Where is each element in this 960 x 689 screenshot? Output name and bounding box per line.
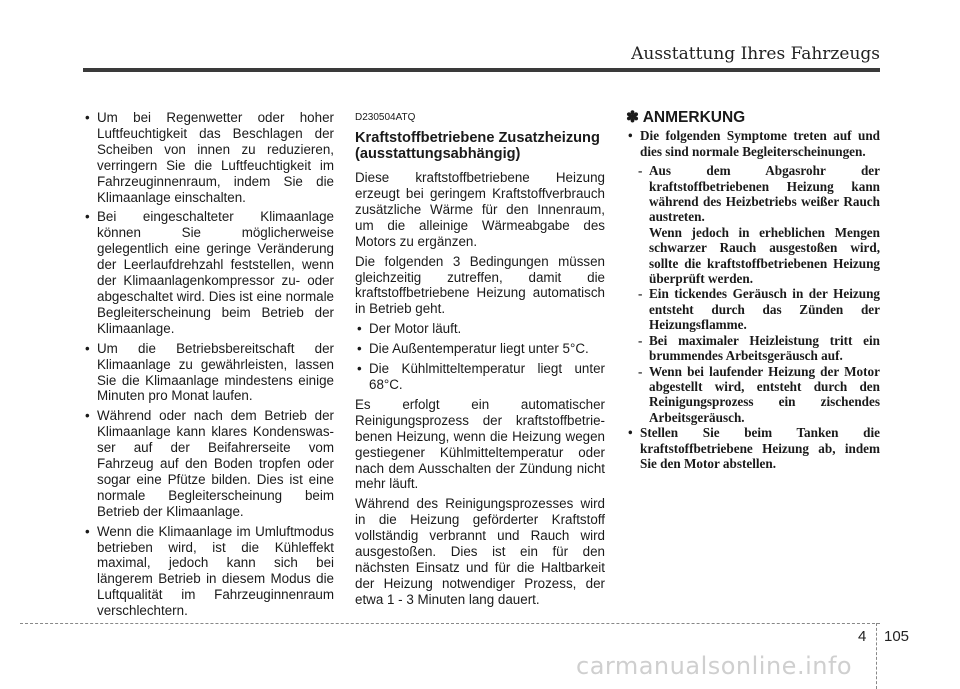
paragraph: Die folgenden 3 Bedingungen müssen gleichzeitig zutreffen, damit die kraftstoffbetriebene Heizung automatisch in Betrieb geht.	[355, 253, 605, 317]
paragraph: Während des Reinigungsprozesses wird in die Heizung geförderter Kraftstoff vollständig verbrannt und Rauch wird ausgestoßen. Dies ist ein für den nächsten Einsatz und für die Haltbarkeit der Heizung notwendiger Prozess, der etwa 1 - 3 Minuten lang dauert.	[355, 496, 605, 607]
dash-icon: -	[638, 363, 643, 379]
list-item	[83, 341, 334, 405]
bullet-icon: •	[85, 408, 90, 424]
condition-text: Die Außentemperatur liegt unter 5°C.	[369, 341, 589, 357]
list-item-text: Bei eingeschalteter Klimaanlage können Sie möglicherweise gelegentlich eine geringe Veränderung der Leerlaufdrehzahl feststellen, wenn der Klimaanlagenkompressor zu- oder abgeschaltet wird. Dies ist eine normale Begleiterscheinung beim Betrieb der Klimaanlage.	[97, 209, 334, 336]
page-number: 105	[884, 628, 910, 645]
footer-rule	[20, 623, 880, 624]
list-item	[83, 110, 334, 205]
note-item	[626, 128, 880, 159]
note-subitem	[626, 286, 880, 332]
bullet-icon: •	[85, 110, 90, 125]
chapter-number: 4	[858, 628, 867, 645]
bullet-icon: •	[357, 361, 362, 377]
bullet-icon: •	[85, 209, 90, 225]
column-middle	[355, 110, 605, 612]
footer-divider	[876, 623, 877, 689]
list-item	[83, 408, 334, 519]
note-text: Die folgenden Symptome treten auf und dies sind normale Begleiterscheinungen.	[640, 128, 880, 159]
paragraph: Es erfolgt ein automatischer Reinigungsprozess der kraftstoffbetrie-benen Heizung, wenn die Heizung wegen gestiegener Kühlmitteltemperatur oder nach dem Ausschalten der Zündung nicht mehr läuft.	[355, 396, 605, 492]
note-subtext: Bei maximaler Heizleistung tritt ein brummendes Arbeitsgeräusch auf.	[649, 332, 880, 364]
bullet-icon: •	[357, 341, 362, 357]
note-subitem	[626, 333, 880, 364]
note-item	[626, 425, 880, 471]
list-item-text: Wenn die Klimaanlage im Umluftmodus betrieben wird, ist die Kühleffekt maximal, jedoch kann sich bei längerem Betrieb in diesem Modus die Luftqualität im Fahrzeuginnenraum verschlechtern.	[97, 523, 334, 619]
note-title: ANMERKUNG	[642, 109, 746, 126]
note-text: Stellen Sie beim Tanken die kraftstoffbetriebene Heizung ab, indem Sie den Motor abstellen.	[640, 425, 880, 471]
condition-item	[355, 341, 605, 357]
asterisk-icon: ✽	[626, 109, 639, 126]
note-column	[626, 110, 880, 475]
section-code: D230504ATQ	[355, 112, 416, 123]
list-item	[83, 524, 334, 619]
page-header-title: Ausstattung Ihres Fahrzeugs	[631, 44, 880, 64]
note-subitem	[626, 364, 880, 426]
list-item-text: Um die Betriebsbereitschaft der Klimaanlage zu gewährleisten, lassen Sie die Klimaanlage mindestens einige Minuten pro Monat laufen.	[97, 340, 334, 404]
note-heading	[626, 110, 880, 125]
list-item-text: Während oder nach dem Betrieb der Klimaanlage kann klares Kondenswas-ser auf der Beifahrerseite vom Fahrzeug auf den Boden tropfen oder sogar eine Pfütze bilden. Dies ist eine normale Begleiterscheinung beim Betrieb der Klimaanlage.	[97, 408, 334, 519]
paragraph: Diese kraftstoffbetriebene Heizung erzeugt bei geringem Kraftstoffverbrauch zusätzliche Wärme für den Innenraum, um die alleinige Wärmeabgabe des Motors zu ergänzen.	[355, 170, 605, 249]
condition-text: Der Motor läuft.	[369, 321, 462, 337]
bullet-icon: •	[628, 128, 633, 144]
bullet-icon: •	[628, 425, 633, 441]
note-subtext: Wenn bei laufender Heizung der Motor abgestellt wird, entsteht durch den Reinigungsprozess ein zischendes Arbeitsgeräusch.	[649, 363, 880, 425]
list-item-text: Um bei Regenwetter oder hoher Luftfeuchtigkeit das Beschlagen der Scheiben von innen zu reduzieren, verringern Sie die Luftfeuchtigkeit im Fahrzeuginnenraum, indem Sie die Klimaanlage einschalten.	[97, 110, 334, 205]
note-subtext: Aus dem Abgasrohr der kraftstoffbetriebenen Heizung kann während des Heizbetriebs weißer Rauch austreten.	[649, 163, 880, 225]
dash-icon: -	[638, 286, 643, 302]
condition-item	[355, 321, 605, 337]
section-heading: Kraftstoffbetriebene Zusatzheizung (ausstattungsabhängig)	[355, 129, 600, 162]
dash-icon: -	[638, 332, 643, 348]
column-left	[83, 110, 334, 623]
condition-text: Die Kühlmitteltemperatur liegt unter 68°C.	[369, 361, 605, 392]
watermark: carmanualsonline.info	[576, 652, 853, 680]
note-subtext: Ein tickendes Geräusch in der Heizung entsteht durch das Zünden der Heizungsflamme.	[649, 286, 880, 333]
note-subitem	[626, 163, 880, 225]
bullet-icon: •	[85, 340, 90, 356]
bullet-icon: •	[357, 321, 362, 337]
list-item	[83, 209, 334, 336]
condition-item	[355, 361, 605, 393]
note-subtext-continued: Wenn jedoch in erheblichen Mengen schwarzer Rauch ausgestoßen wird, sollte die kraftstoffbetriebenen Heizung überprüft werden.	[649, 224, 880, 287]
bullet-icon: •	[85, 523, 90, 539]
header-rule	[83, 68, 880, 72]
dash-icon: -	[638, 163, 643, 179]
